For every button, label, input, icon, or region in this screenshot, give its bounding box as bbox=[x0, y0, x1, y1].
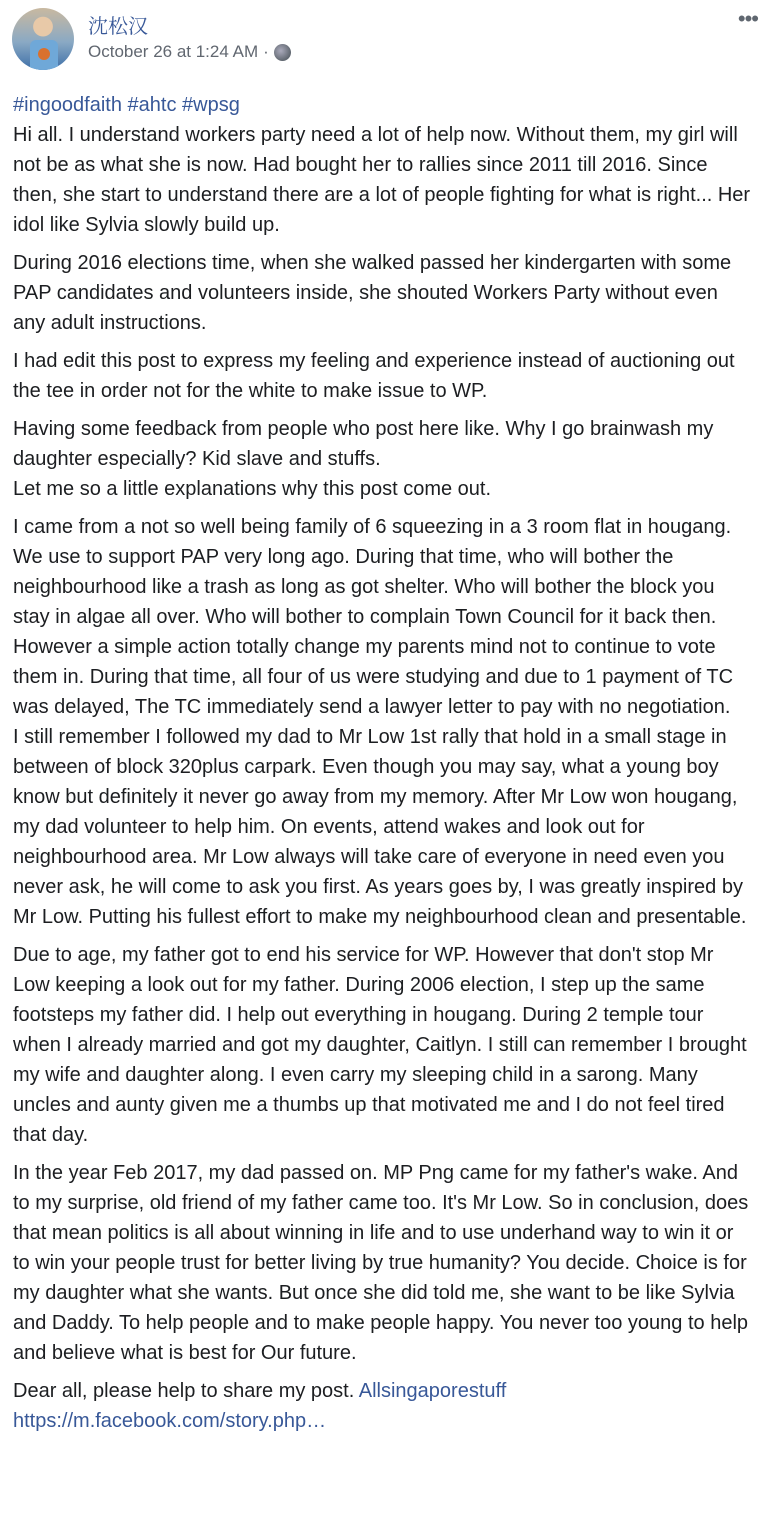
paragraph-text: Hi all. I understand workers party need a lot of help now. Without them, my girl will not be as what she is now. Had bought her to rallies since 2011 till 2016. Since then, she start to understand there are a lot of people fighting for what is right... Her idol like Sylvia slowly build up. bbox=[13, 124, 751, 236]
mention-link[interactable]: Allsingaporestuff bbox=[358, 1380, 507, 1402]
paragraph: Due to age, my father got to end his service for WP. However that don't stop Mr Low keeping a look out for my father. During 2006 election, I step up the same footsteps my father did. I help out everything in hougang. During 2 temple tour when I already married and got my daughter, Caitlyn. I still can remember I brought my wife and daughter along. I even carry my sleeping child in a sarong. Many uncles and aunty given me a thumbs up that motivated me and I do not feel tired that day. bbox=[13, 944, 747, 1146]
globe-icon[interactable] bbox=[274, 44, 291, 61]
post-meta bbox=[88, 42, 291, 62]
avatar-logo bbox=[38, 48, 50, 60]
paragraph: I came from a not so well being family of 6 squeezing in a 3 room flat in hougang. We use to support PAP very long ago. During that time, who will bother the neighbourhood like a trash as long as got shelter. Who will bother the block you stay in algae all over. Who will bother to complain Town Council for it back then. However a simple action totally change my parents mind not to continue to vote them in. During that time, all four of us were studying and due to 1 payment of TC was delayed, The TC immediately send a lawyer letter to pay with no negotiation. I still remember I followed my dad to Mr Low 1st rally that hold in a small stage in between of block 320plus carpark. Even though you may say, what a young boy know but definitely it never go away from my memory. After Mr Low won hougang, my dad volunteer to help him. On events, attend wakes and look out for neighbourhood area. Mr Low always will take care of everyone in need even you never ask, he will come to ask you first. As years goes by, I was greatly inspired by Mr Low. Putting his fullest effort to make my neighbourhood clean and presentable. bbox=[13, 516, 747, 928]
post-body bbox=[0, 90, 768, 1436]
closing-text: Dear all, please help to share my post. bbox=[13, 1380, 355, 1402]
paragraph bbox=[13, 90, 755, 240]
url-link[interactable]: https://m.facebook.com/story.php… bbox=[13, 1410, 327, 1432]
paragraph: In the year Feb 2017, my dad passed on. MP Png came for my father's wake. And to my surprise, old friend of my father came too. It's Mr Low. So in conclusion, does that mean politics is all about winning in life and to use underhand way to win it or to win your people trust for better living by true humanity? You decide. Choice is for my daughter what she wants. But once she did told me, she want to be like Sylvia and Daddy. To help people and to make people happy. You never too young to help and believe what is best for Our future. bbox=[13, 1162, 749, 1364]
avatar[interactable] bbox=[12, 8, 74, 70]
hashtags[interactable]: #ingoodfaith #ahtc #wpsg bbox=[13, 94, 240, 116]
closing-paragraph bbox=[13, 1376, 755, 1436]
author-name[interactable]: 沈松汉 bbox=[88, 14, 148, 38]
paragraph: I had edit this post to express my feeling and experience instead of auctioning out the tee in order not for the white to make issue to WP. bbox=[13, 350, 735, 402]
paragraph: During 2016 elections time, when she walked passed her kindergarten with some PAP candidates and volunteers inside, she shouted Workers Party without even any adult instructions. bbox=[13, 252, 732, 334]
timestamp[interactable]: October 26 at 1:24 AM bbox=[88, 42, 259, 61]
separator: · bbox=[263, 42, 269, 61]
paragraph: Having some feedback from people who post here like. Why I go brainwash my daughter especially? Kid slave and stuffs. Let me so a little explanations why this post come out. bbox=[13, 418, 714, 500]
more-options-icon[interactable]: ••• bbox=[737, 6, 758, 31]
post-header bbox=[0, 0, 768, 90]
